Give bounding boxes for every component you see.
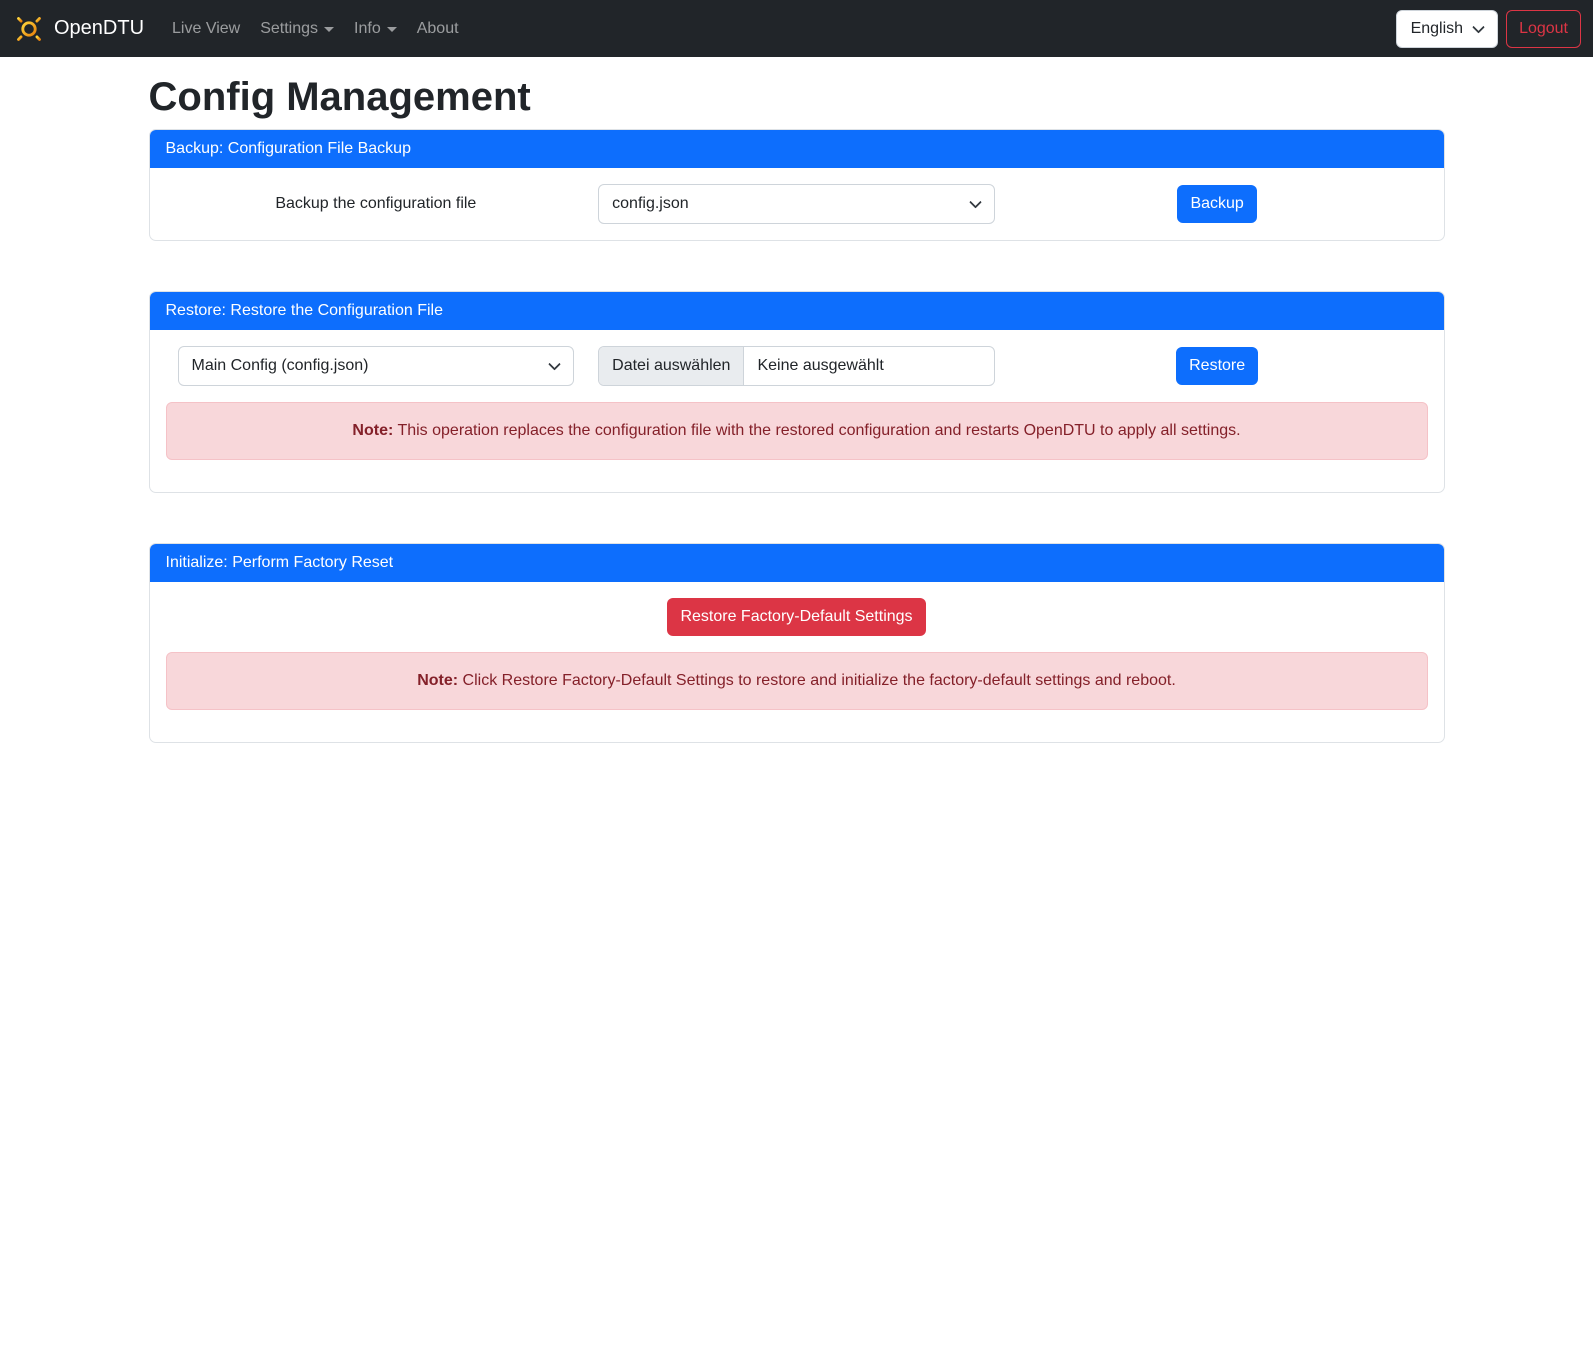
restore-config-select-value: Main Config (config.json) [191, 357, 369, 374]
restore-button[interactable]: Restore [1176, 347, 1258, 385]
nav-item-live-view-label: Live View [172, 19, 241, 37]
factory-reset-card [149, 543, 1445, 743]
factory-reset-note-label: Note: [417, 672, 459, 689]
language-select-value: English [1410, 19, 1464, 37]
backup-file-label: Backup the configuration file [275, 195, 477, 212]
backup-card-body [150, 168, 1444, 240]
backup-card [149, 129, 1445, 241]
backup-file-select-value: config.json [612, 195, 689, 212]
factory-reset-note-text: Click Restore Factory-Default Settings to restore and initialize the factory-default settings and reboot. [458, 672, 1176, 689]
chevron-down-icon [1472, 20, 1485, 33]
factory-reset-note-alert [166, 652, 1428, 710]
language-select[interactable] [1396, 10, 1498, 48]
factory-reset-card-body [150, 582, 1444, 742]
restore-card [149, 291, 1445, 493]
restore-note-label: Note: [352, 422, 394, 439]
chevron-down-icon [387, 27, 397, 32]
main-content [137, 57, 1457, 743]
main-nav [162, 12, 469, 46]
restore-card-body [150, 330, 1444, 492]
restore-note-text: This operation replaces the configuration file with the restored configuration and restarts OpenDTU to apply all settings. [393, 422, 1241, 439]
nav-item-info-label: Info [354, 19, 381, 37]
nav-item-about[interactable] [407, 12, 469, 46]
nav-item-live-view[interactable] [162, 12, 250, 46]
chevron-down-icon [969, 196, 982, 209]
nav-item-settings-label: Settings [260, 19, 319, 37]
chevron-down-icon [324, 27, 334, 32]
top-navbar [0, 0, 1593, 57]
nav-item-info[interactable] [344, 12, 407, 46]
restore-note-alert [166, 402, 1428, 460]
restore-config-select[interactable] [178, 346, 575, 386]
backup-button[interactable]: Backup [1177, 185, 1256, 223]
factory-reset-card-header: Initialize: Perform Factory Reset [150, 544, 1444, 582]
sun-icon [12, 12, 46, 46]
restore-card-header: Restore: Restore the Configuration File [150, 292, 1444, 330]
backup-card-header: Backup: Configuration File Backup [150, 130, 1444, 168]
logout-button[interactable]: Logout [1506, 10, 1581, 48]
factory-reset-button[interactable]: Restore Factory-Default Settings [667, 598, 925, 636]
file-chosen-status: Keine ausgewählt [757, 357, 884, 374]
backup-file-select[interactable] [598, 184, 995, 224]
nav-item-settings[interactable] [250, 12, 344, 46]
nav-item-about-label: About [416, 19, 459, 37]
brand-link[interactable] [12, 12, 144, 46]
page-title: Config Management [148, 75, 531, 119]
restore-file-input[interactable] [598, 346, 995, 386]
brand-label: OpenDTU [54, 17, 145, 39]
chevron-down-icon [548, 358, 561, 371]
choose-file-button[interactable]: Datei auswählen [599, 347, 744, 385]
